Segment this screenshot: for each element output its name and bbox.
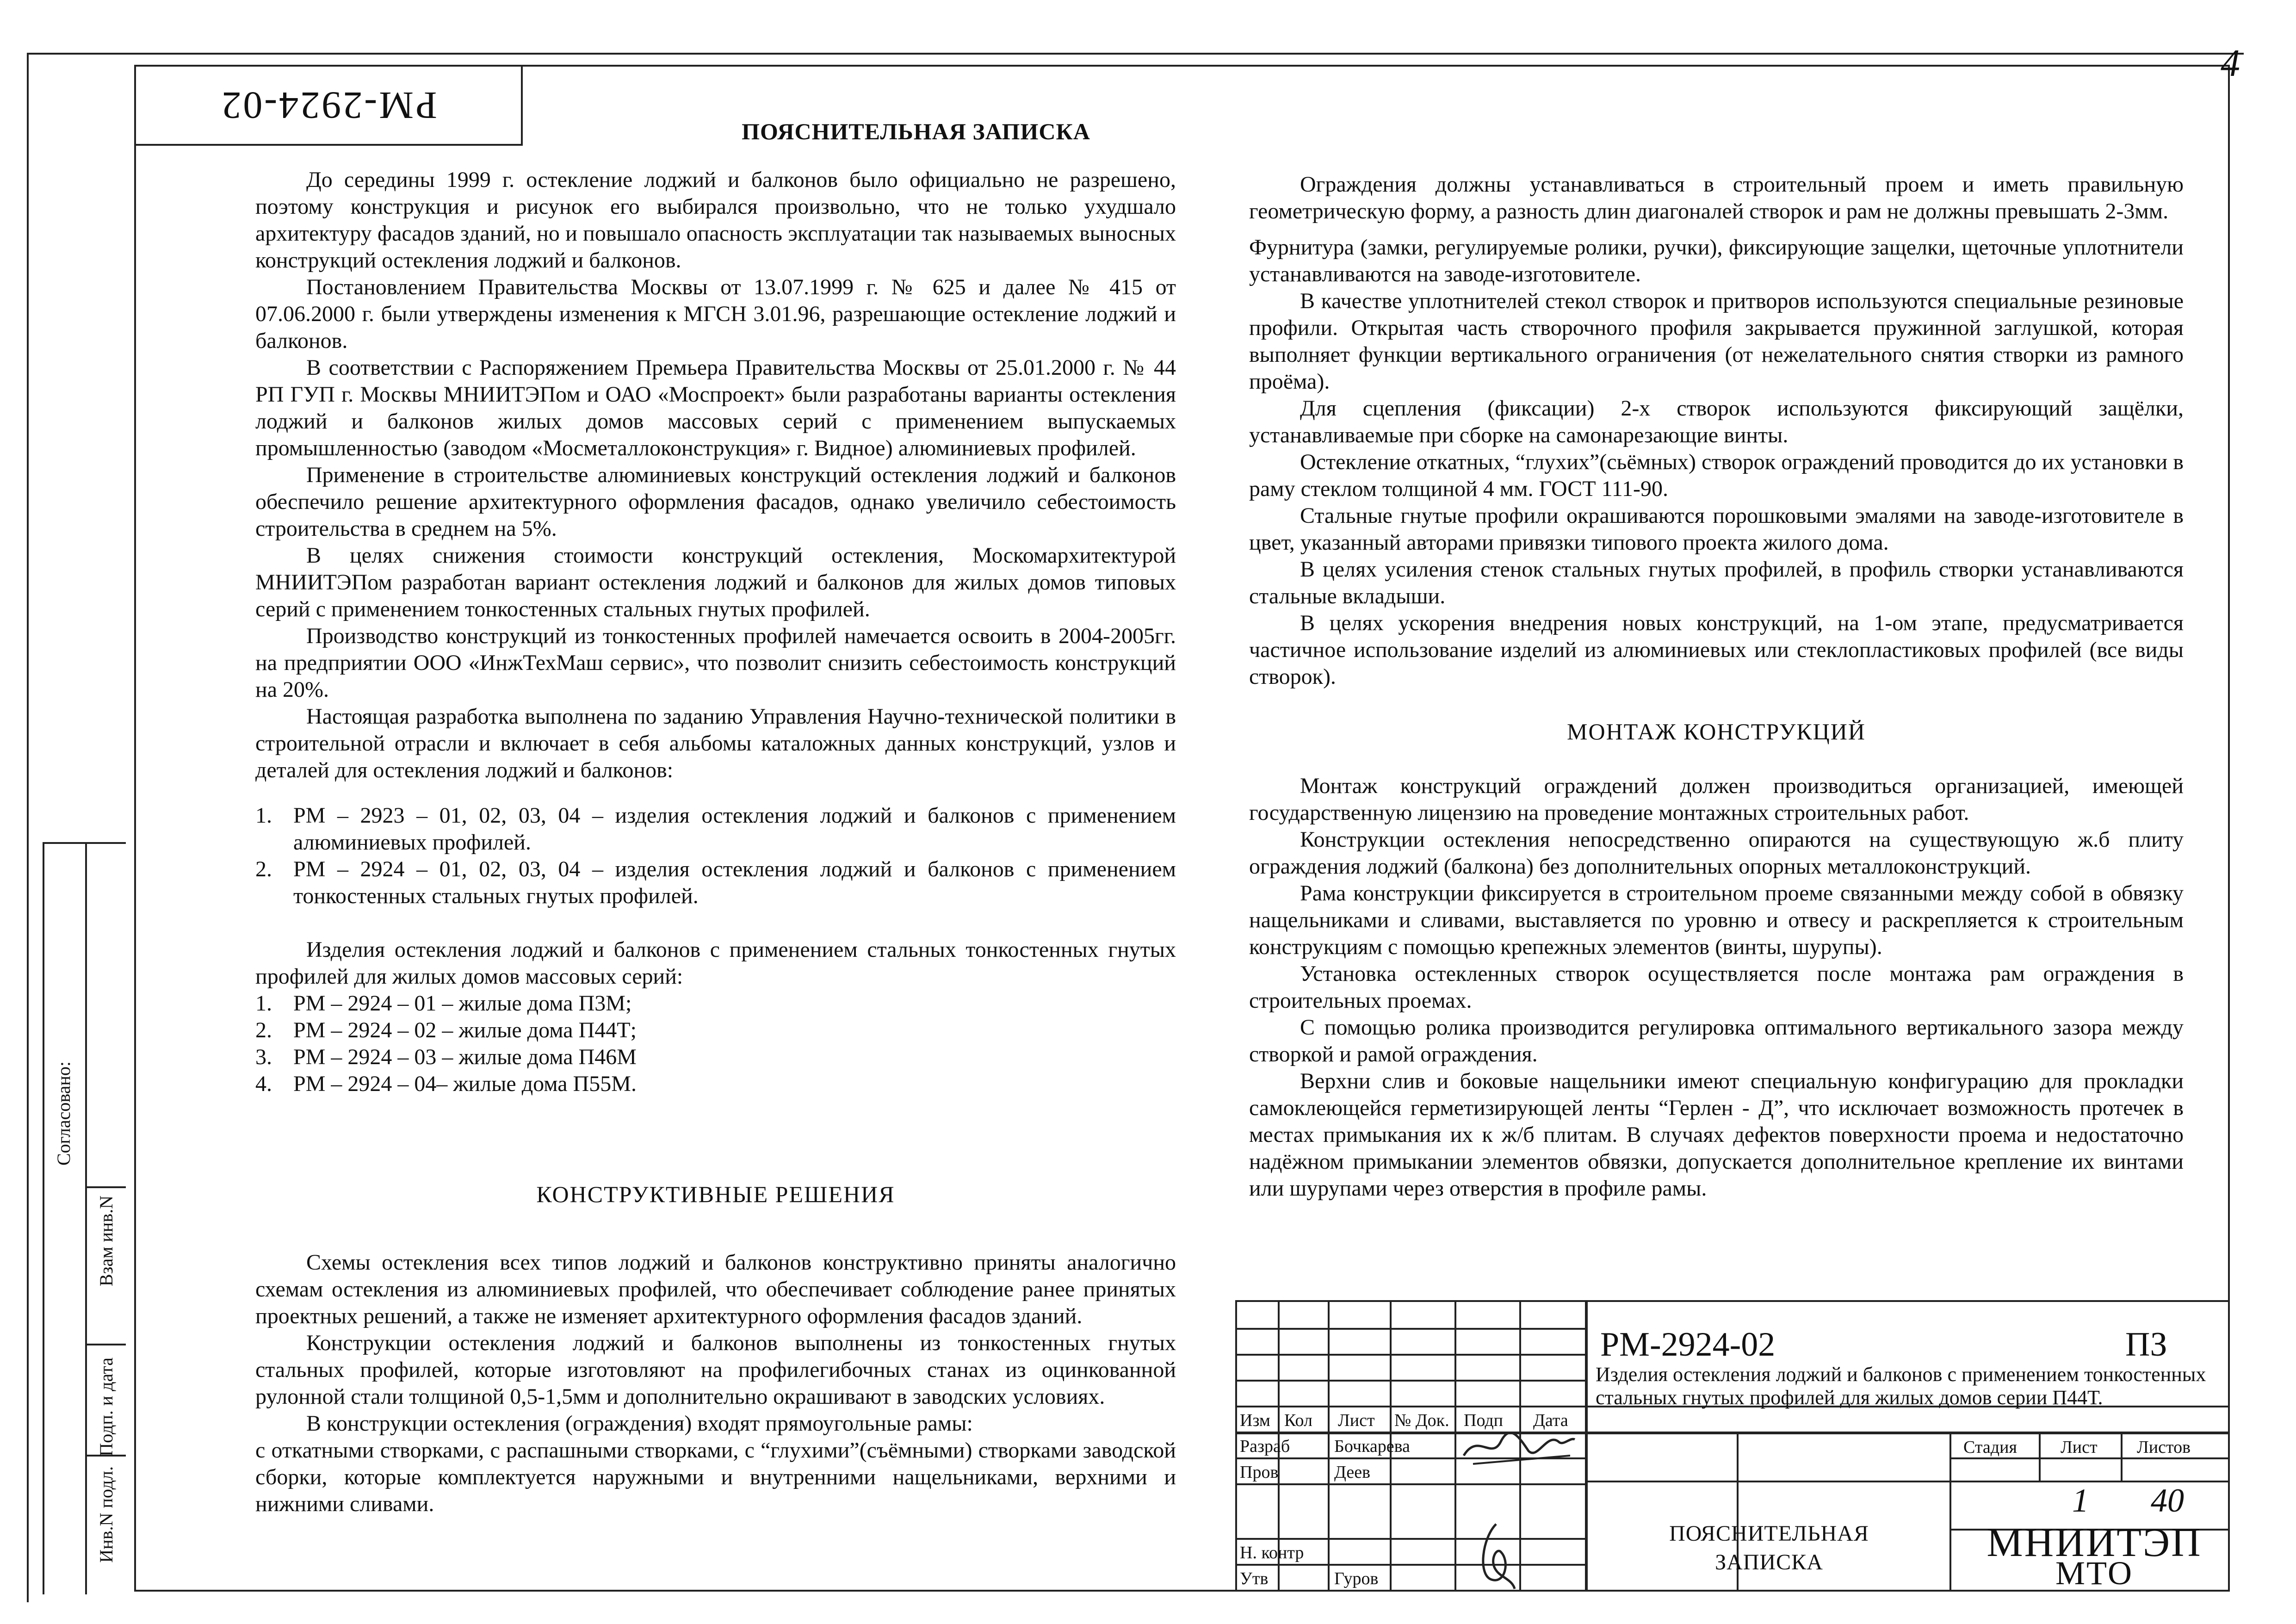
role-developer: Разраб <box>1240 1437 1290 1456</box>
paragraph: Ограждения должны устанавливаться в строительный проем и иметь правильную геометрическую форму, а разность длин диагоналей створок и рам не должны превышать 2-3мм. <box>1249 172 2184 223</box>
doc-title: ПОЯСНИТЕЛЬНАЯ ЗАПИСКА <box>1669 1521 1869 1574</box>
header-podp: Подп <box>1464 1411 1504 1430</box>
paragraph: Рама конструкции фиксируется в строительном проеме связанными между собой в обвязку нащельниками и сливами, выставляется по уровню и отвесу и раскрепляется к строительным конструкциям с помощью крепежных элементов (винты, шурупы). <box>1249 881 2184 959</box>
paragraph: Настоящая разработка выполнена по заданию Управления Научно-технической политики в строительной отрасли и включает в себя альбомы каталожных данных конструкций, узлов и деталей для остекления лоджий и балконов: <box>255 704 1176 782</box>
name-checker: Деев <box>1334 1463 1371 1482</box>
list-number: 3. <box>255 1045 272 1069</box>
role-norm-control: Н. контр <box>1240 1543 1304 1562</box>
orig-inv-label: Инв.N подл. <box>96 1466 117 1563</box>
paragraph: В целях усиления стенок стальных гнутых профилей, в профиль створки устанавливаются стальные вкладыши. <box>1249 557 2184 608</box>
section-heading-solutions: КОНСТРУКТИВНЫЕ РЕШЕНИЯ <box>536 1181 895 1207</box>
paragraph: Для сцепления (фиксации) 2-х створок используются фиксирующий защёлки, устанавливаемые при сборке на самонарезающие винты. <box>1249 396 2184 447</box>
name-approver: Гуров <box>1334 1569 1379 1588</box>
org-name: МНИИТЭП <box>1987 1520 2202 1565</box>
side-stamp <box>43 842 126 1594</box>
paragraph: До середины 1999 г. остекление лоджий и балконов было официально не разрешено, поэтому конструкция и рисунок его выбирался произвольно, что не только ухудшало архитектуру фасадов зданий, но и повышало опасность эксплуатации так называемых выносных конструкций остекления лоджий и балконов. <box>255 167 1176 273</box>
paragraph: В целях снижения стоимости конструкций остекления, Москомархитектурой МНИИТЭПом разработан вариант остекления лоджий и балконов для жилых домов типовых серий с применением тонкостенных стальных гнутых профилей. <box>255 543 1176 621</box>
doc-description: Изделия остекления лоджий и балконов с применением тонкостенных стальных гнутых профилей для жилых домов серии П44Т. <box>1596 1363 2206 1409</box>
agreed-label: Согласовано: <box>53 1061 74 1166</box>
sheet-mark: 4 <box>2221 42 2240 85</box>
paragraph: В конструкции остекления (ограждения) входят прямоугольные рамы: <box>306 1411 973 1436</box>
list-number: 1. <box>255 991 272 1016</box>
header-data: Дата <box>1533 1411 1568 1430</box>
list-number: 2. <box>255 857 272 881</box>
paragraph: Постановлением Правительства Москвы от 13.07.1999 г. № 625 и далее № 415 от 07.06.2000 г. были утверждены изменения к МГСН 3.01.96, разрешающие остекление лоджий и балконов. <box>255 275 1176 353</box>
sheet-label: Лист <box>2061 1438 2098 1457</box>
role-checker: Пров <box>1240 1463 1279 1482</box>
list-number: 1. <box>255 803 272 828</box>
name-developer: Бочкарева <box>1334 1437 1410 1456</box>
right-column <box>1249 171 2184 1202</box>
paragraph: С помощью ролика производится регулировка оптимального вертикального зазора между створкой и рамой ограждения. <box>1249 1015 2184 1066</box>
paragraph: В целях ускорения внедрения новых конструкций, на 1-ом этапе, предусматривается частичное использование изделий из алюминиевых или стеклопластиковых профилей (все виды створок). <box>1249 611 2184 689</box>
paragraph: В качестве уплотнителей стекол створок и притворов используются специальные резиновые профили. Открытая часть створочного профиля закрывается пружинной заглушкой, которая выполняет функции вертикального ограничения (от нежелательного снятия створки из рамного проёма). <box>1249 289 2184 394</box>
series-list <box>255 990 1176 1097</box>
signature-approver <box>1468 1519 1524 1593</box>
signature-developer <box>1459 1428 1579 1469</box>
page-title: ПОЯСНИТЕЛЬНАЯ ЗАПИСКА <box>742 118 1090 144</box>
list-text: РМ – 2924 – 01 – жилые дома П3М; <box>293 991 632 1016</box>
paragraph: Монтаж конструкций ограждений должен производиться организацией, имеющей государственную лицензию на проведение монтажных строительных работ. <box>1249 774 2184 825</box>
list-number: 4. <box>255 1072 272 1096</box>
list-item <box>255 1071 1176 1097</box>
paragraph: Конструкции остекления лоджий и балконов выполнены из тонкостенных гнутых стальных профилей, которые изготовляют на профилегибочных станах из оцинкованной рулонной стали толщиной 0,5-1,5мм и дополнительно окрашивают в заводских условиях. <box>255 1331 1176 1409</box>
header-ndok: № Док. <box>1394 1411 1449 1430</box>
list-item <box>255 856 1176 910</box>
doc-code-tab-text: РМ-2924-02 <box>220 84 437 127</box>
org-division: МТО <box>2055 1555 2134 1592</box>
list-item <box>255 802 1176 856</box>
list-item <box>255 1044 1176 1071</box>
paragraph: Конструкции остекления непосредственно опираются на существующую ж.б плиту ограждения лоджий (балкона) без дополнительных опорных металлоконструкций. <box>1249 827 2184 879</box>
paragraph: с откатными створками, с распашными створками, с “глухими”(съёмными) створками заводской сборки, которые комплектуется наружными и внутренними нащельниками, верхними и нижними сливами. <box>255 1438 1176 1516</box>
role-approver: Утв <box>1240 1569 1269 1588</box>
sheets-label: Листов <box>2137 1438 2191 1457</box>
header-izm: Изм <box>1240 1411 1270 1430</box>
paragraph: Применение в строительстве алюминиевых конструкций остекления лоджий и балконов обеспечило решение архитектурного оформления фасадов, однако увеличило себестоимость строительства в среднем на 5%. <box>255 463 1176 541</box>
replace-inv-label: Взам инв.N <box>96 1196 117 1287</box>
paragraph: В соответствии с Распоряжением Премьера Правительства Москвы от 25.01.2000 г. № 44 РП ГУП г. Москвы МНИИТЭПом и ОАО «Моспроект» были разработаны варианты остекления лоджий и балконов жилых домов массовых серий с применением выпускаемых промышленностью (заводом «Мосметаллоконструкция» г. Видное) алюминиевых профилей. <box>255 355 1176 460</box>
paragraph: Остекление откатных, “глухих”(сьёмных) створок ограждений проводится до их установки в раму стеклом толщиной 4 мм. ГОСТ 111-90. <box>1249 450 2184 501</box>
left-column <box>255 167 1176 1518</box>
sign-date-label: Подп. и дата <box>96 1357 117 1457</box>
header-list: Лист <box>1338 1411 1375 1430</box>
doc-code: РМ-2924-02 <box>1600 1326 1776 1364</box>
paragraph: Изделия остекления лоджий и балконов с применением стальных тонкостенных гнутых профилей для жилых домов массовых серий: <box>255 937 1176 989</box>
list-item <box>255 990 1176 1017</box>
paragraph: Установка остекленных створок осуществляется после монтажа рам ограждения в строительных проемах. <box>1249 961 2184 1013</box>
section-heading-mount: МОНТАЖ КОНСТРУКЦИЙ <box>1567 719 1866 744</box>
header-kol: Кол <box>1284 1411 1312 1430</box>
list-number: 2. <box>255 1018 272 1042</box>
sheet-number: 1 <box>2072 1482 2089 1519</box>
paragraph: Верхни слив и боковые нащельники имеют специальную конфигурацию для прокладки самоклеющейся герметизирующей ленты “Герлен - Д”, что исключает возможность протечек в местах примыкания их к ж/б плитам. В случаях дефектов поверхности проема и недостаточно надёжном примыкании элементов обвязки, допускается дополнительное крепление их винтами или шурупами через отверстия в профиле рамы. <box>1249 1069 2184 1201</box>
paragraph: Схемы остекления всех типов лоджий и балконов конструктивно приняты аналогично схемам остекления из алюминиевых профилей, что обеспечивает соблюдение ранее принятых проектных решений, а также не изменяет архитектурного оформления фасадов зданий. <box>255 1250 1176 1328</box>
doc-type: ПЗ <box>2125 1326 2167 1364</box>
list-text: РМ – 2924 – 01, 02, 03, 04 – изделия остекления лоджий и балконов с применением тонкостенных стальных гнутых профилей. <box>293 857 1176 908</box>
paragraph: Фурнитура (замки, регулируемые ролики, ручки), фиксирующие защелки, щеточные уплотнители устанавливаются на заводе-изготовителе. <box>1249 235 2184 286</box>
list-text: РМ – 2924 – 04– жилые дома П55М. <box>293 1072 637 1096</box>
album-list <box>255 802 1176 910</box>
title-block <box>1235 1300 2230 1592</box>
sheets-count: 40 <box>2151 1482 2184 1519</box>
list-item <box>255 1017 1176 1044</box>
list-text: РМ – 2924 – 03 – жилые дома П46М <box>293 1045 637 1069</box>
paragraph: Стальные гнутые профили окрашиваются порошковыми эмалями на заводе-изготовителе в цвет, указанный авторами привязки типового проекта жилого дома. <box>1249 503 2184 555</box>
list-text: РМ – 2924 – 02 – жилые дома П44Т; <box>293 1018 637 1042</box>
list-text: РМ – 2923 – 01, 02, 03, 04 – изделия остекления лоджий и балконов с применением алюминиевых профилей. <box>293 803 1176 855</box>
stage-label: Стадия <box>1963 1438 2017 1457</box>
paragraph: Производство конструкций из тонкостенных профилей намечается освоить в 2004-2005гг. на предприятии ООО «ИнжТехМаш сервис», что позволит снизить себестоимость конструкций на 20%. <box>255 624 1176 702</box>
